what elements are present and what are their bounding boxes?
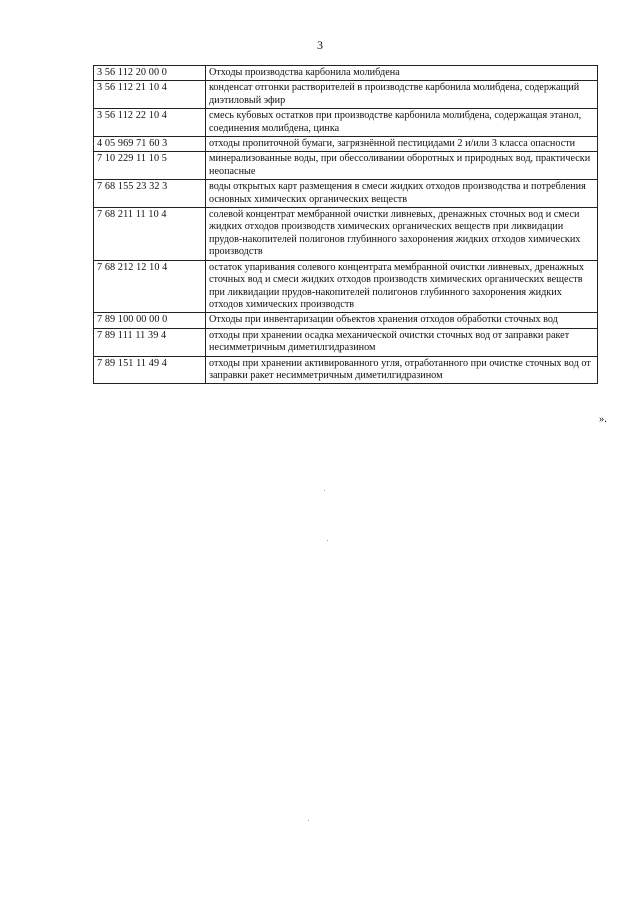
table-row	[94, 328, 598, 356]
table-row	[94, 137, 598, 152]
scan-speck	[324, 490, 325, 491]
table-row	[94, 313, 598, 328]
scan-speck	[327, 540, 328, 541]
waste-code-cell: 4 05 969 71 60 3	[94, 137, 206, 152]
table-row	[94, 152, 598, 180]
table-row	[94, 260, 598, 313]
waste-name-cell: отходы пропиточной бумаги, загрязнённой пестицидами 2 и/или 3 класса опасности	[206, 137, 598, 152]
table-row	[94, 356, 598, 384]
table-row	[94, 81, 598, 109]
waste-name-cell: Отходы производства карбонила молибдена	[206, 66, 598, 81]
table-row	[94, 180, 598, 208]
waste-classification-table	[93, 65, 598, 384]
waste-code-cell: 3 56 112 22 10 4	[94, 109, 206, 137]
waste-code-cell: 7 68 155 23 32 3	[94, 180, 206, 208]
waste-code-cell: 3 56 112 20 00 0	[94, 66, 206, 81]
table-row	[94, 109, 598, 137]
waste-name-cell: конденсат отгонки растворителей в производстве карбонила молибдена, содержащий диэтиловый эфир	[206, 81, 598, 109]
waste-name-cell: смесь кубовых остатков при производстве карбонила молибдена, содержащая этанол, соединения молибдена, цинка	[206, 109, 598, 137]
waste-code-cell: 7 89 100 00 00 0	[94, 313, 206, 328]
waste-code-cell: 7 89 151 11 49 4	[94, 356, 206, 384]
table-row	[94, 208, 598, 261]
waste-name-cell: отходы при хранении осадка механической очистки сточных вод от заправки ракет несимметричным диметилгидразином	[206, 328, 598, 356]
waste-name-cell: минерализованные воды, при обессоливании оборотных и природных вод, практически неопасные	[206, 152, 598, 180]
waste-name-cell: отходы при хранении активированного угля, отработанного при очистке сточных вод от заправки ракет несимметричным диметилгидразином	[206, 356, 598, 384]
table-row	[94, 66, 598, 81]
waste-name-cell: воды открытых карт размещения в смеси жидких отходов производства и потребления основных химических органических веществ	[206, 180, 598, 208]
waste-name-cell: солевой концентрат мембранной очистки ливневых, дренажных сточных вод и смеси жидких отходов производств химических органических веществ при ликвидации прудов-накопителей полигонов глубинного захоронения жидких отходов химических производств	[206, 208, 598, 261]
waste-code-cell: 7 68 211 11 10 4	[94, 208, 206, 261]
waste-code-cell: 3 56 112 21 10 4	[94, 81, 206, 109]
page-number: 3	[317, 38, 323, 52]
waste-name-cell: Отходы при инвентаризации объектов хранения отходов обработки сточных вод	[206, 313, 598, 328]
waste-code-cell: 7 89 111 11 39 4	[94, 328, 206, 356]
scan-speck	[308, 820, 309, 821]
waste-code-cell: 7 68 212 12 10 4	[94, 260, 206, 313]
waste-name-cell: остаток упаривания солевого концентрата мембранной очистки ливневых, дренажных сточных вод и смеси жидких отходов производств химических органических веществ при ликвидации прудов-накопителей полигонов глубинного захоронения жидких отходов химических производств	[206, 260, 598, 313]
closing-quote-mark: ».	[599, 414, 607, 425]
waste-code-cell: 7 10 229 11 10 5	[94, 152, 206, 180]
